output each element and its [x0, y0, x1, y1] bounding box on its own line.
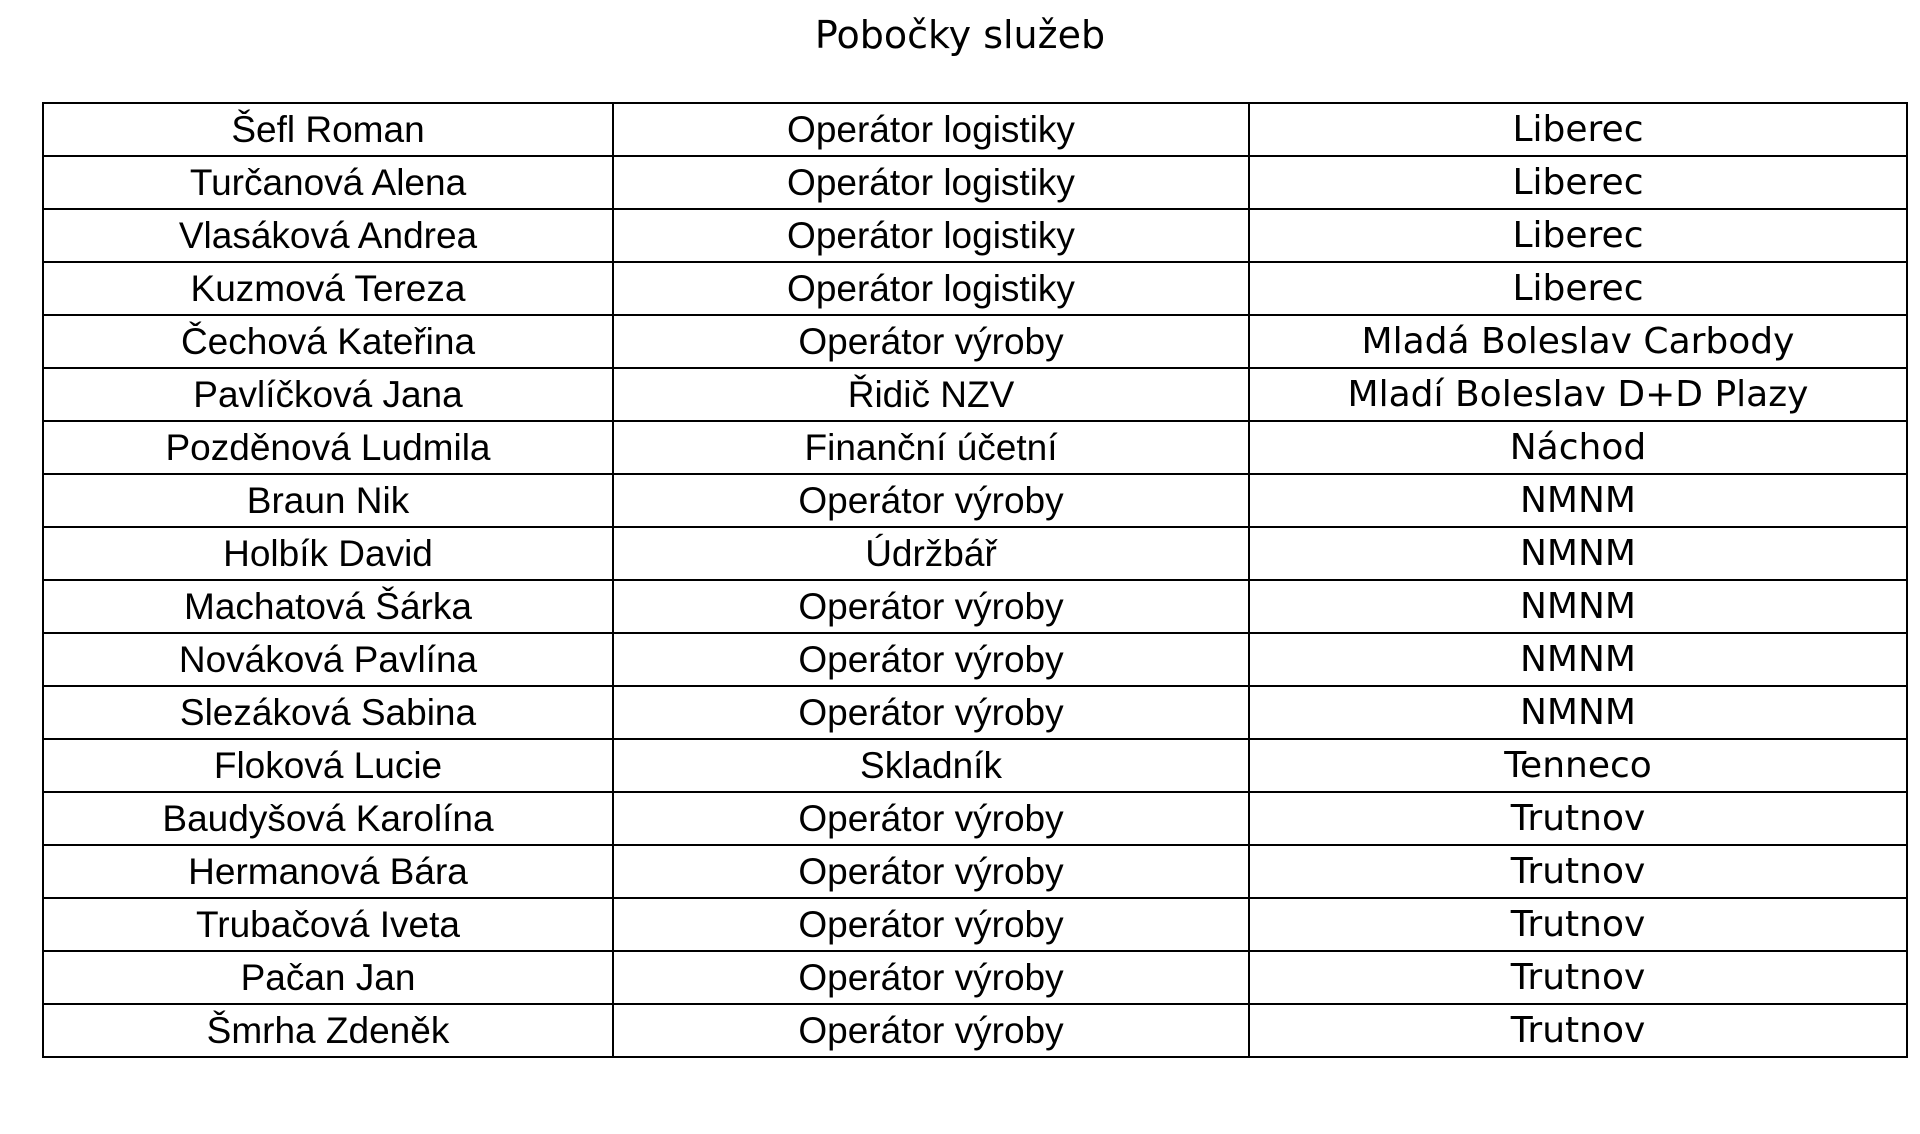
position-cell: Operátor výroby	[613, 898, 1249, 951]
employee-table	[42, 102, 1908, 1058]
position-cell: Operátor logistiky	[613, 103, 1249, 156]
branch-cell: Mladí Boleslav D+D Plazy	[1249, 368, 1907, 421]
page-title: Pobočky služeb	[814, 13, 1106, 57]
branch-cell: Liberec	[1249, 209, 1907, 262]
position-cell: Operátor výroby	[613, 792, 1249, 845]
branch-cell: Mladá Boleslav Carbody	[1249, 315, 1907, 368]
employee-name-cell: Šmrha Zdeněk	[43, 1004, 613, 1057]
employee-name-cell: Kuzmová Tereza	[43, 262, 613, 315]
table-row	[43, 474, 1907, 527]
employee-name-cell: Holbík David	[43, 527, 613, 580]
branch-cell: Trutnov	[1249, 1004, 1907, 1057]
employee-name-cell: Slezáková Sabina	[43, 686, 613, 739]
employee-name-cell: Šefl Roman	[43, 103, 613, 156]
table-row	[43, 951, 1907, 1004]
position-cell: Operátor výroby	[613, 1004, 1249, 1057]
position-cell: Operátor výroby	[613, 315, 1249, 368]
table-row	[43, 1004, 1907, 1057]
table-row	[43, 421, 1907, 474]
branch-cell: NMNM	[1249, 580, 1907, 633]
employee-name-cell: Braun Nik	[43, 474, 613, 527]
branch-cell: Trutnov	[1249, 845, 1907, 898]
employee-name-cell: Trubačová Iveta	[43, 898, 613, 951]
position-cell: Operátor výroby	[613, 580, 1249, 633]
table-row	[43, 103, 1907, 156]
employee-name-cell: Hermanová Bára	[43, 845, 613, 898]
table-row	[43, 368, 1907, 421]
employee-name-cell: Turčanová Alena	[43, 156, 613, 209]
employee-name-cell: Floková Lucie	[43, 739, 613, 792]
employee-name-cell: Baudyšová Karolína	[43, 792, 613, 845]
table-row	[43, 156, 1907, 209]
table-row	[43, 739, 1907, 792]
position-cell: Operátor výroby	[613, 951, 1249, 1004]
position-cell: Operátor logistiky	[613, 262, 1249, 315]
table-row	[43, 262, 1907, 315]
table-row	[43, 792, 1907, 845]
table-row	[43, 633, 1907, 686]
table-row	[43, 845, 1907, 898]
table-row	[43, 527, 1907, 580]
branch-cell: NMNM	[1249, 633, 1907, 686]
employee-name-cell: Čechová Kateřina	[43, 315, 613, 368]
position-cell: Skladník	[613, 739, 1249, 792]
branch-cell: Liberec	[1249, 103, 1907, 156]
branch-cell: NMNM	[1249, 474, 1907, 527]
position-cell: Operátor logistiky	[613, 156, 1249, 209]
position-cell: Operátor logistiky	[613, 209, 1249, 262]
branch-cell: Náchod	[1249, 421, 1907, 474]
employee-name-cell: Machatová Šárka	[43, 580, 613, 633]
employee-name-cell: Nováková Pavlína	[43, 633, 613, 686]
position-cell: Operátor výroby	[613, 633, 1249, 686]
position-cell: Operátor výroby	[613, 845, 1249, 898]
position-cell: Řidič NZV	[613, 368, 1249, 421]
table-row	[43, 315, 1907, 368]
employee-name-cell: Pozděnová Ludmila	[43, 421, 613, 474]
branch-cell: Trutnov	[1249, 951, 1907, 1004]
branch-cell: Liberec	[1249, 262, 1907, 315]
position-cell: Údržbář	[613, 527, 1249, 580]
position-cell: Finanční účetní	[613, 421, 1249, 474]
branch-cell: Tenneco	[1249, 739, 1907, 792]
employee-table-body	[43, 103, 1907, 1057]
branch-cell: Trutnov	[1249, 898, 1907, 951]
branch-cell: Liberec	[1249, 156, 1907, 209]
employee-name-cell: Pavlíčková Jana	[43, 368, 613, 421]
branch-cell: NMNM	[1249, 527, 1907, 580]
branch-cell: NMNM	[1249, 686, 1907, 739]
table-row	[43, 898, 1907, 951]
branch-cell: Trutnov	[1249, 792, 1907, 845]
position-cell: Operátor výroby	[613, 474, 1249, 527]
table-row	[43, 580, 1907, 633]
table-row	[43, 686, 1907, 739]
table-row	[43, 209, 1907, 262]
employee-name-cell: Vlasáková Andrea	[43, 209, 613, 262]
position-cell: Operátor výroby	[613, 686, 1249, 739]
employee-name-cell: Pačan Jan	[43, 951, 613, 1004]
